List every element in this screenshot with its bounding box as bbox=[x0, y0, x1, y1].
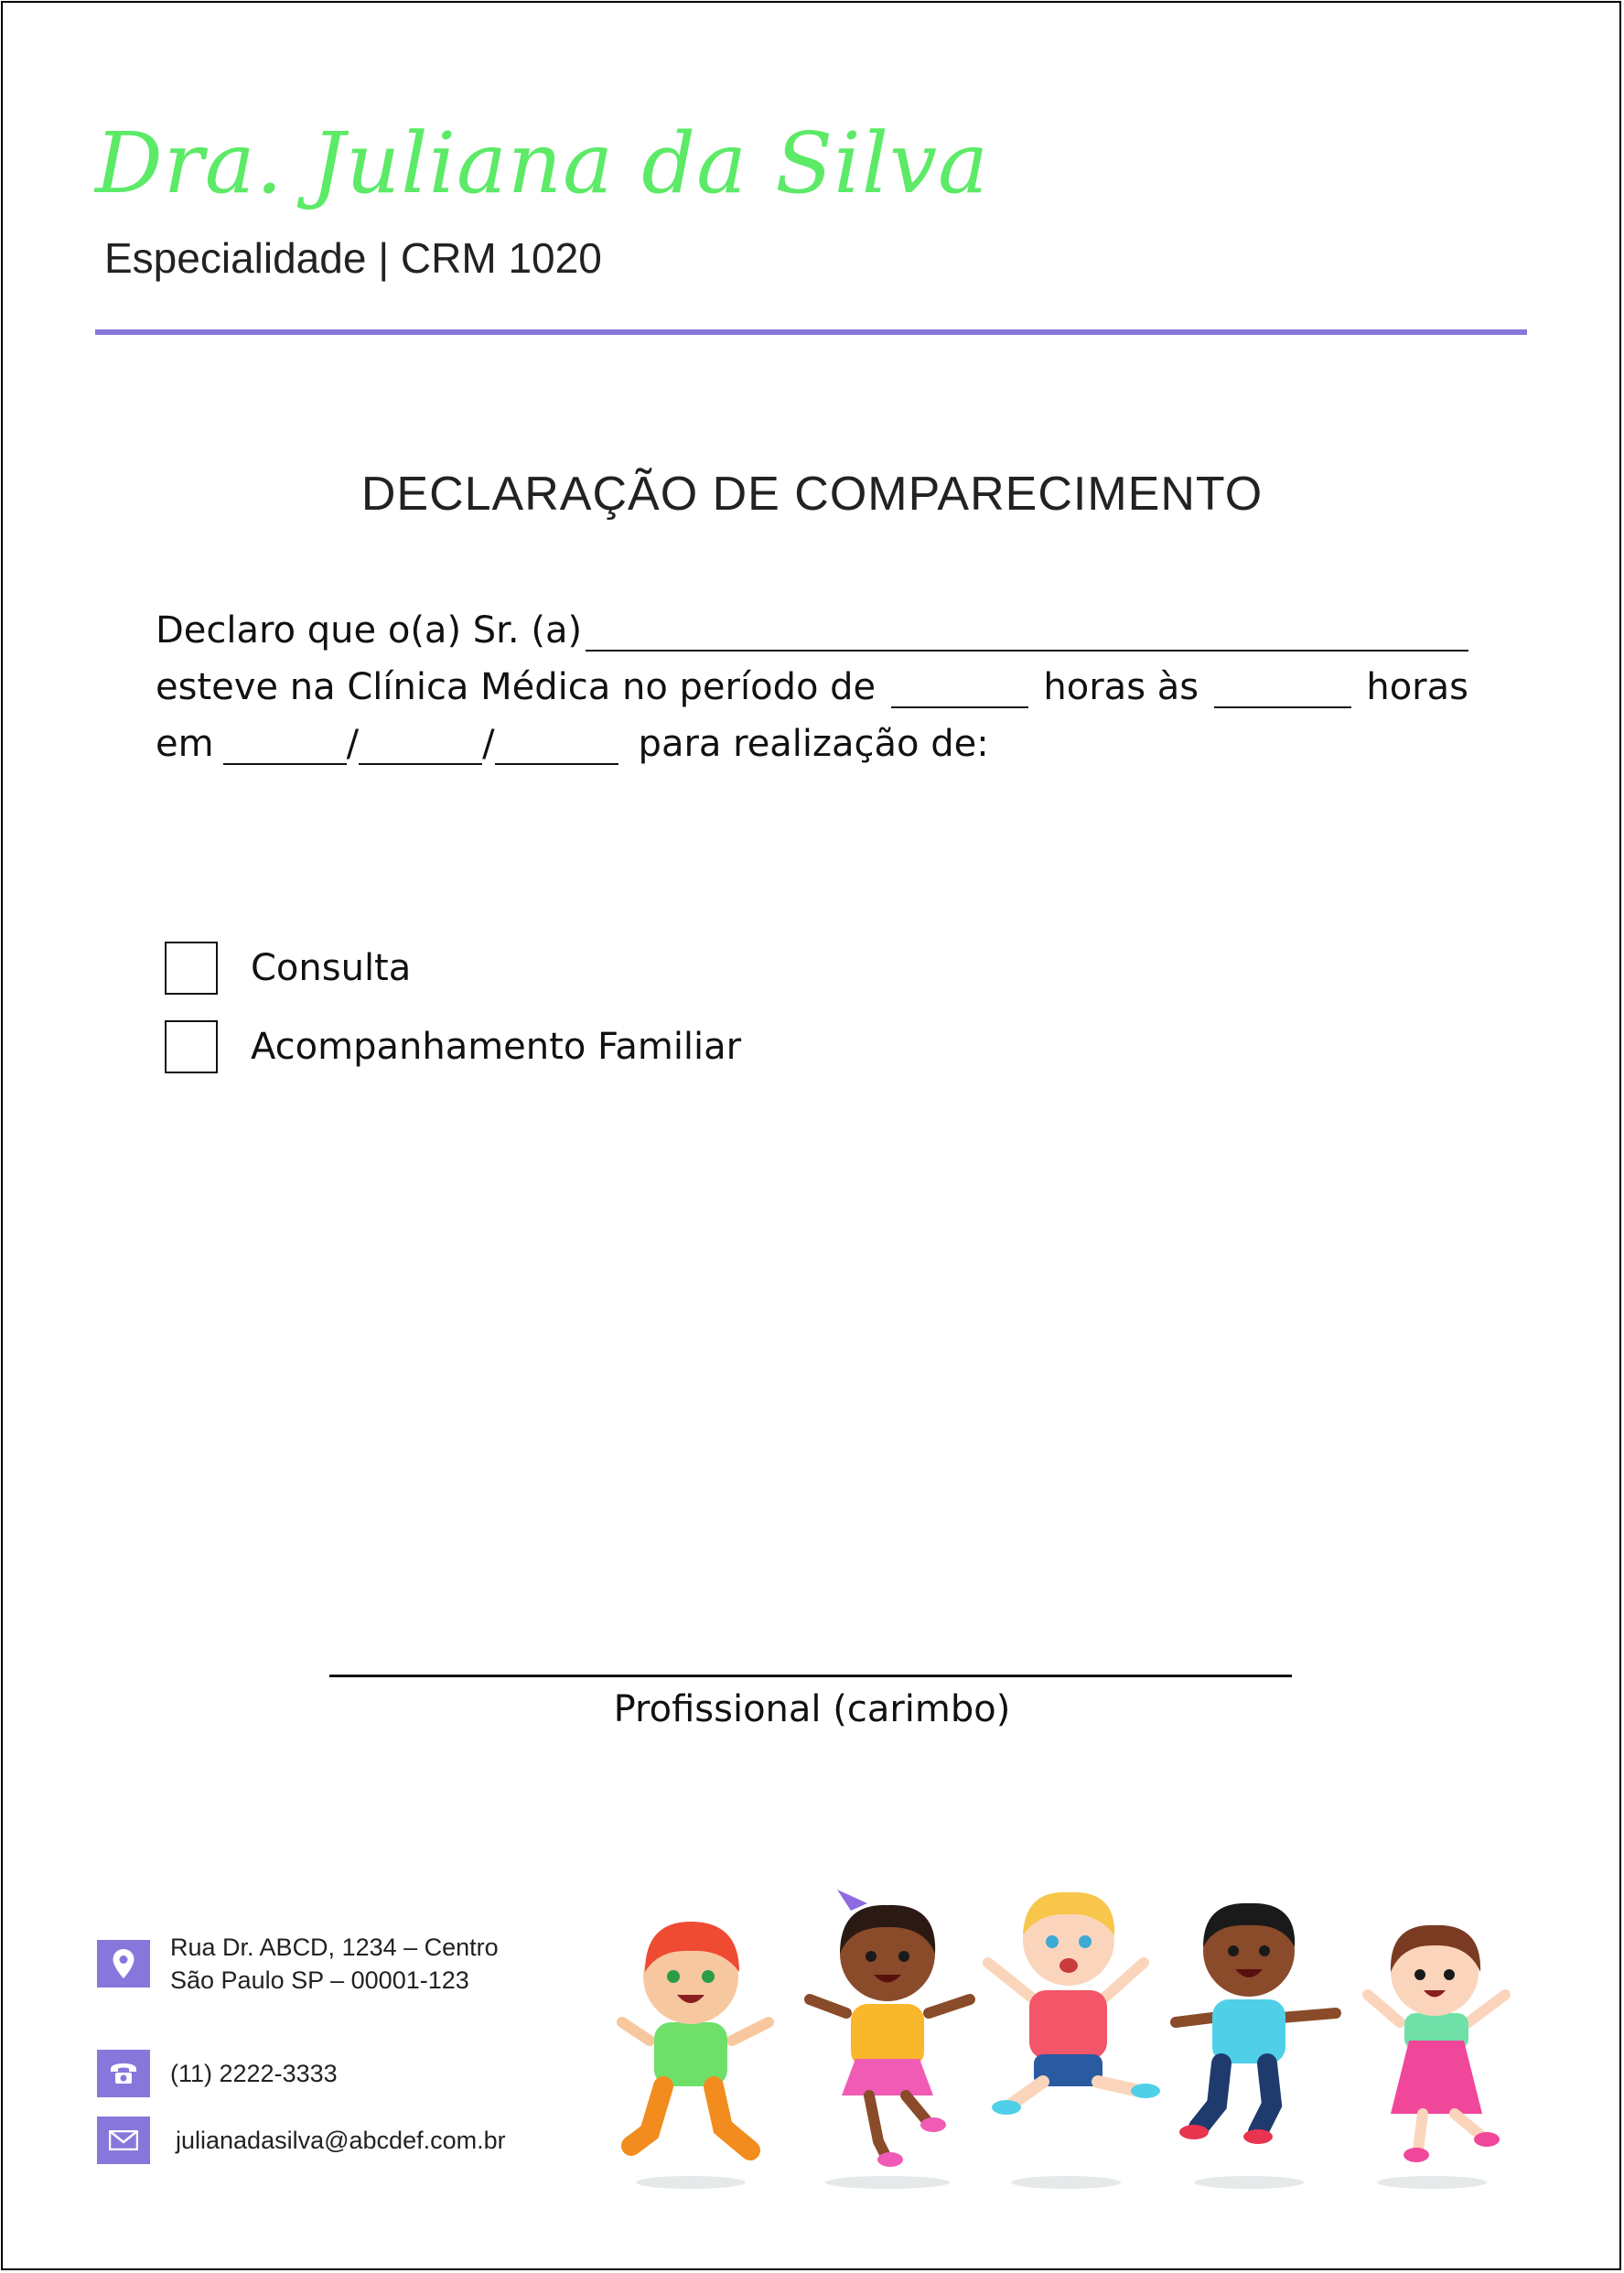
address-contact bbox=[97, 1931, 499, 1997]
consulta-checkbox[interactable] bbox=[165, 942, 218, 995]
line2-text-b: horas às bbox=[1043, 666, 1199, 708]
doctor-name: Dra. Juliana da Silva bbox=[95, 114, 989, 212]
date-year-blank[interactable] bbox=[495, 723, 618, 765]
start-time-blank[interactable] bbox=[891, 666, 1028, 708]
date-separator: / bbox=[482, 723, 495, 765]
option-consulta[interactable] bbox=[165, 929, 741, 1007]
end-time-blank[interactable] bbox=[1214, 666, 1351, 708]
declaration-line-2 bbox=[156, 652, 1468, 708]
address-text bbox=[170, 1931, 499, 1997]
address-line-1: Rua Dr. ABCD, 1234 – Centro bbox=[170, 1934, 499, 1961]
purpose-options bbox=[165, 929, 741, 1086]
line2-text-a: esteve na Clínica Médica no período de bbox=[156, 666, 877, 708]
line2-text-c: horas bbox=[1366, 666, 1468, 708]
declaration-line-3 bbox=[156, 708, 1468, 765]
document-title: DECLARAÇÃO DE COMPARECIMENTO bbox=[360, 468, 1264, 521]
date-separator: / bbox=[346, 723, 360, 765]
phone-contact bbox=[97, 2050, 338, 2097]
specialty-crm: Especialidade | CRM 1020 bbox=[104, 234, 602, 282]
consulta-label: Consulta bbox=[251, 947, 412, 989]
acompanhamento-label: Acompanhamento Familiar bbox=[251, 1026, 742, 1068]
address-line-2: São Paulo SP – 00001-123 bbox=[170, 1966, 469, 1994]
line3-suffix: para realização de: bbox=[638, 723, 989, 765]
email-text: julianadasilva@abcdef.com.br bbox=[176, 2127, 506, 2154]
header-divider bbox=[95, 329, 1527, 335]
phone-text: (11) 2222-3333 bbox=[170, 2060, 338, 2087]
acompanhamento-checkbox[interactable] bbox=[165, 1020, 218, 1073]
phone-icon bbox=[97, 2050, 150, 2097]
option-acompanhamento[interactable] bbox=[165, 1007, 741, 1086]
jumping-kids-illustration bbox=[604, 1885, 1537, 2196]
line3-prefix: em bbox=[156, 723, 214, 765]
signature-label: Profissional (carimbo) bbox=[613, 1688, 1011, 1730]
declaration-text bbox=[156, 595, 1468, 765]
declaration-line-1 bbox=[156, 595, 1468, 652]
line1-prefix: Declaro que o(a) Sr. (a) bbox=[156, 609, 583, 652]
envelope-icon bbox=[97, 2117, 150, 2164]
patient-name-blank[interactable] bbox=[586, 609, 1468, 652]
location-pin-icon bbox=[97, 1940, 150, 1988]
date-day-blank[interactable] bbox=[223, 723, 347, 765]
signature-line bbox=[329, 1675, 1292, 1677]
date-month-blank[interactable] bbox=[359, 723, 482, 765]
email-contact bbox=[97, 2117, 506, 2164]
